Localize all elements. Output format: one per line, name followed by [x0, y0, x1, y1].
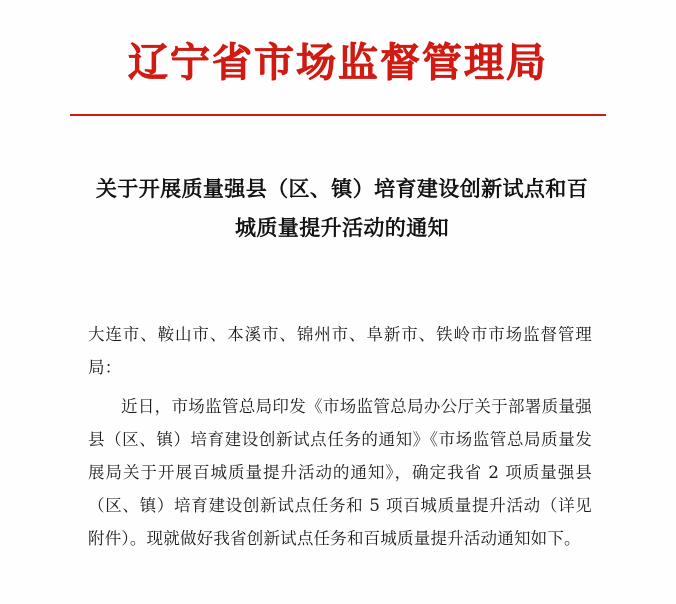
letterhead-divider	[70, 114, 606, 116]
letterhead	[0, 38, 676, 88]
document-title: 关于开展质量强县（区、镇）培育建设创新试点和百城质量提升活动的通知	[95, 176, 589, 240]
recipient-line: 大连市、鞍山市、本溪市、锦州市、阜新市、铁岭市市场监督管理局：	[88, 325, 592, 377]
document-body	[88, 318, 592, 555]
issuing-authority-title: 辽宁省市场监督管理局	[128, 39, 548, 86]
body-paragraph-1: 近日，市场监管总局印发《市场监管总局办公厅关于部署质量强县（区、镇）培育建设创新试点任务的通知》《市场监管总局质量发展局关于开展百城质量提升活动的通知》，确定我省 2 项质量强县（区、镇）培育建设创新试点任务和 5 项百城质量提升活动（详见附件）。现就做好我省创新试点任务和百城质量提升活动通知如下。	[88, 397, 592, 548]
